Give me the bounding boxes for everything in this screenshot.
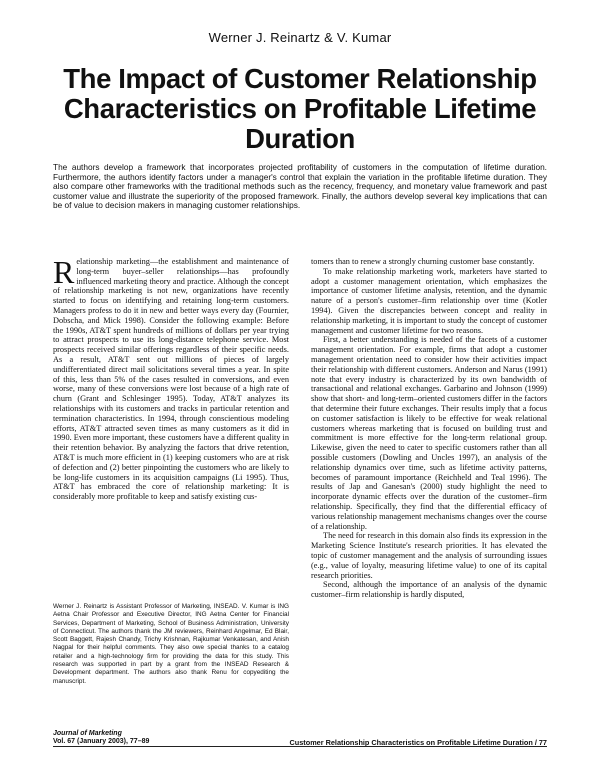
journal-volume: Vol. 67 (January 2003), 77–89 <box>53 738 150 745</box>
body-paragraph: First, a better understanding is needed of the facets of a customer management orientation. For example, firms that adopt a customer management orientation need to consider how their activities impact their relationship with different customers. Anderson and Narus (1991) note that every industry is characterized by its own bandwidth of transactional and relational exchanges. Garbarino and Johnson (1999) show that short- and long-term–oriented customers differ in the factors that determine their future exchanges. Their results imply that a focus on customer satisfaction is likely to be effective for weak relational customers whereas marketing that is focused on building trust and commitment is more effective for the long-term relational group. Likewise, given the need to cater to specific customers rather than all possible customers (Dowling and Uncles 1997), an analysis of the relationship dynamics over time, such as lifetime activity patterns, becomes of paramount importance (Reichheld and Teal 1996). The results of Jap and Ganesan's (2000) study highlight the need to incorporate dynamic effects over the duration of the customer–firm relationship. Specifically, they find that the differential efficacy of various relationship management mechanisms changes over the course of a relationship. <box>311 335 547 531</box>
left-column <box>53 254 289 502</box>
running-footer: Customer Relationship Characteristics on Profitable Lifetime Duration / 77 <box>289 738 547 747</box>
body-paragraph: Second, although the importance of an analysis of the dynamic customer–firm relationship is hardly disputed, <box>311 580 547 600</box>
intro-paragraph <box>53 254 289 502</box>
body-paragraph: To make relationship marketing work, marketers have started to adopt a customer management orientation, which emphasizes the importance of customer lifetime analysis, retention, and the dynamic nature of a person's customer–firm relationship over time (Kotler 1994). Given the discrepancies between concept and reality in relationship marketing, it is important to study the concept of customer management and customer lifetime for two reasons. <box>311 266 547 335</box>
body-paragraph: tomers than to renew a strongly churning customer base constantly. <box>311 257 535 266</box>
article-title: The Impact of Customer Relationship Characteristics on Profitable Lifetime Duration <box>63 63 537 154</box>
abstract: The authors develop a framework that incorporates projected profitability of customers in the computation of lifetime duration. Furthermore, the authors identify factors under a manager's control that explain the variation in the profitable lifetime duration. They also compare other frameworks with the traditional methods such as the recency, frequency, and monetary value framework and past customer value and illustrate the superiority of the proposed framework. Finally, the authors develop several key implications that can be of value to decision makers in managing customer relationships. <box>53 162 547 211</box>
intro-paragraph-text: elationship marketing—the establishment and maintenance of long-term buyer–seller relationships—has profoundly influenced marketing theory and practice. Although the concept of relationship marketing is not new, organizations have recently started to focus on identifying and retaining long-term customers. Managers profess to do it in new and better ways every day (Fournier, Dobscha, and Mick 1998). Consider the following example: Before the 1990s, AT&T spent hundreds of millions of dollars per year trying to attract prospects to use its long-distance telephone service. Most prospects received similar offerings regardless of their specific needs. As a result, AT&T sent out millions of pieces of largely undifferentiated direct mail solicitations several times a year. In spite of this, less than 5% of the cases resulted in conversions, and even worse, many of these conversions were lost because of a high rate of churn (Grant and Schlesinger 1995). Today, AT&T analyzes its relationships with its customers and tracks in particular retention and termination characteristics. In 1994, through conscientious modeling efforts, AT&T attracted seven times as many customers as it did in 1990. Even more important, these customers have a different quality in their retention behavior. By analyzing the factors that drive retention, AT&T is much more efficient in (1) keeping customers who are at risk of defection and (2) better pinpointing the customers who are likely to be long-life customers in its acquisition campaigns (Li 1995). Thus, AT&T has embraced the core of relationship marketing: It is considerably more profitable to keep and satisfy existing cus- <box>53 257 289 502</box>
right-column <box>311 257 547 600</box>
journal-name: Journal of Marketing <box>53 730 122 737</box>
drop-cap: R <box>53 254 75 290</box>
author-footnote: Werner J. Reinartz is Assistant Professor of Marketing, INSEAD. V. Kumar is ING Aetna Chair Professor and Executive Director, ING Aetna Center for Financial Services, Department of Marketing, School of Business Administration, University of Connecticut. The authors thank the JM reviewers, Reinhard Angelmar, Ed Blair, Scott Baggett, Rajesh Chandy, Trichy Krishnan, Rajkumar Venkatesan, and Anish Nagpal for their helpful comments. They also owe special thanks to a catalog retailer and a high-technology firm for providing the data for this study. This research was supported in part by a grant from the INSEAD Research & Development department. The authors also thank Renu for copyediting the manuscript. <box>53 603 289 685</box>
body-paragraph: The need for research in this domain also finds its expression in the Marketing Science Institute's research priorities. It has elevated the topic of customer management and the analysis of surrounding issues (e.g., value of loyalty, measuring lifetime value) to one of its capital research priorities. <box>311 531 547 580</box>
footer-divider <box>53 746 547 747</box>
journal-citation <box>53 730 149 746</box>
author-line: Werner J. Reinartz & V. Kumar <box>208 30 392 45</box>
